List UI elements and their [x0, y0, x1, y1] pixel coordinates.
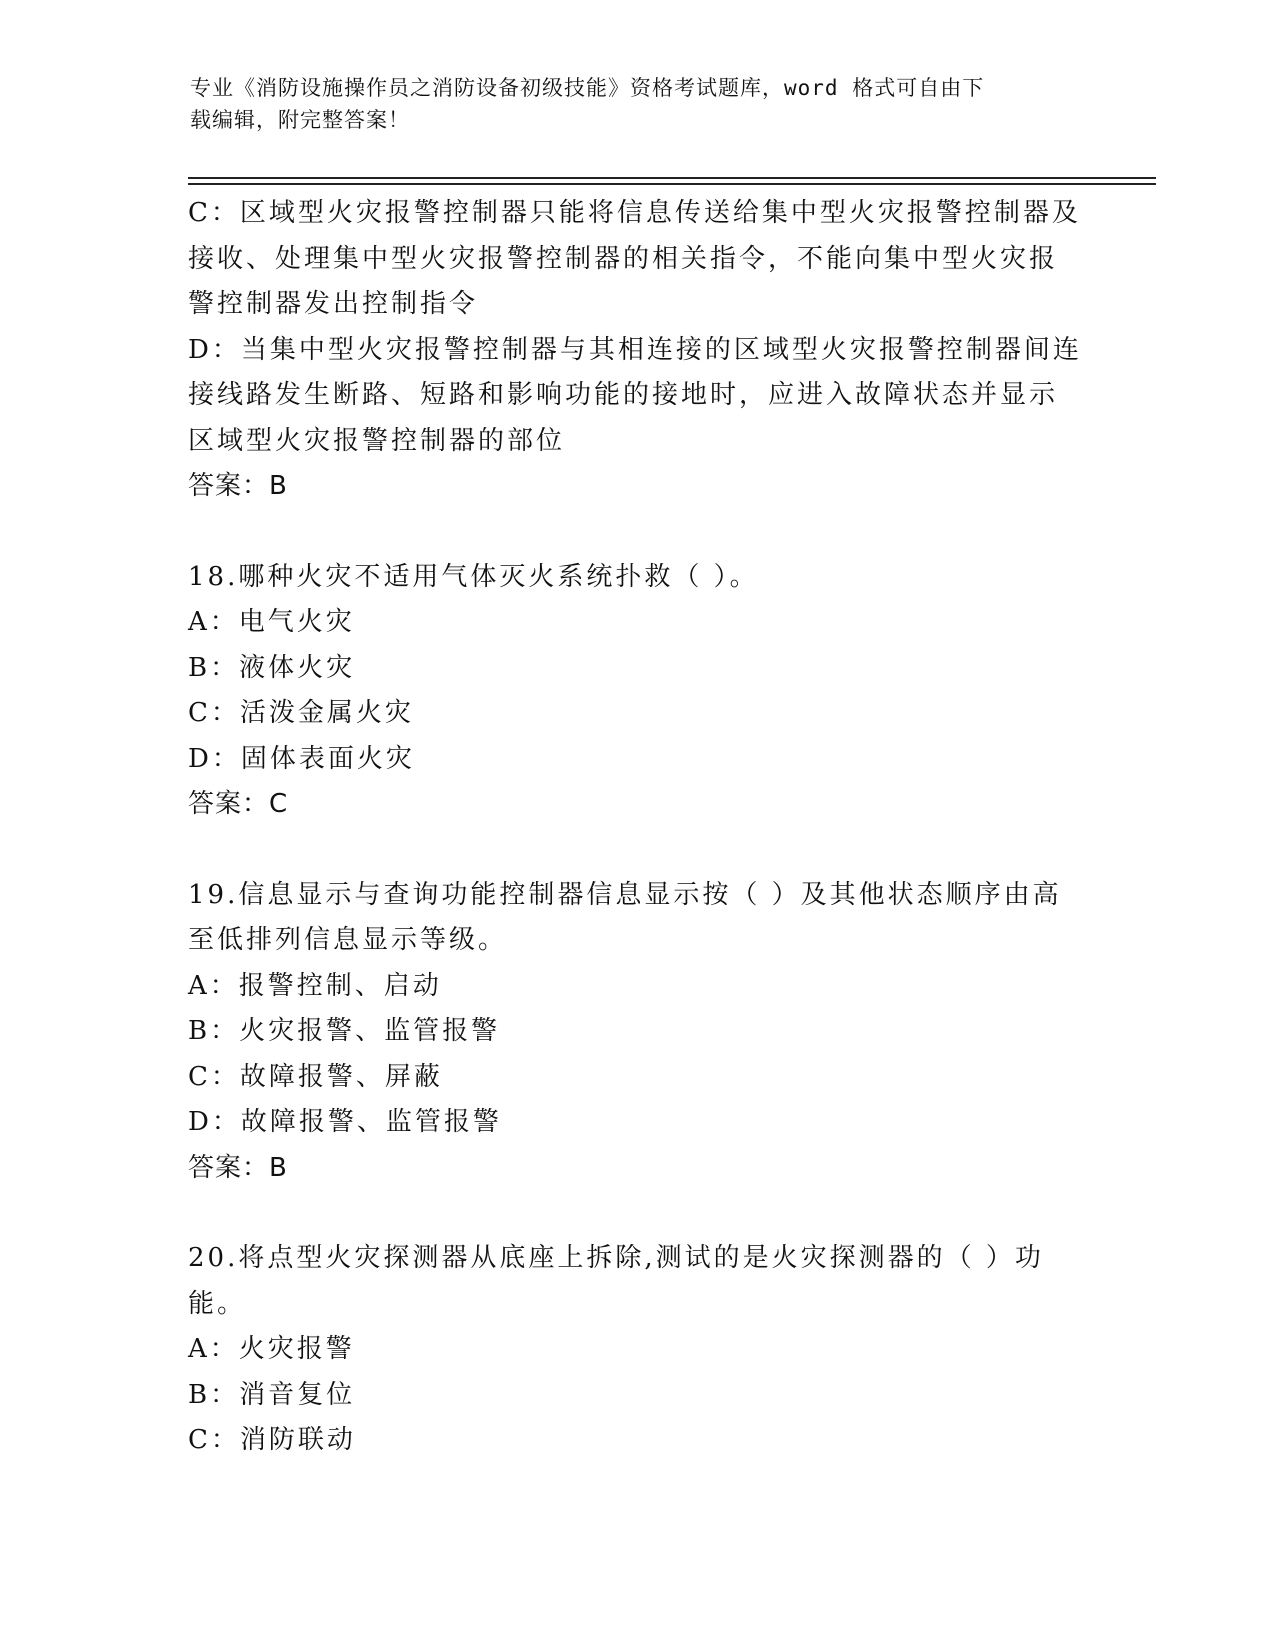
- question-20-option-a: A：火灾报警: [188, 1334, 355, 1364]
- option-d-line-2: 接线路发生断路、短路和影响功能的接地时，应进入故障状态并显示: [188, 380, 1059, 410]
- question-18-option-a: A：电气火灾: [188, 607, 355, 637]
- spacer: [188, 1191, 1088, 1236]
- question-18-option-b: B：液体火灾: [188, 652, 356, 683]
- header-line-1: 专业《消防设施操作员之消防设备初级技能》资格考试题库，word 格式可自由下: [190, 76, 985, 100]
- header-divider-top: [188, 177, 1156, 179]
- question-18-option-d: D：固体表面火灾: [188, 743, 415, 774]
- question-18-option-c: C：活泼金属火灾: [188, 698, 414, 728]
- spacer: [188, 828, 1088, 873]
- question-19-text-line-1: 19.信息显示与查询功能控制器信息显示按（ ）及其他状态顺序由高: [188, 879, 1062, 910]
- question-18-text: 18.哪种火灾不适用气体灭火系统扑救（ ）。: [188, 561, 759, 592]
- option-c-line-2: 接收、处理集中型火灾报警控制器的相关指令，不能向集中型火灾报: [188, 243, 1059, 274]
- question-19-option-d: D：故障报警、监管报警: [188, 1107, 502, 1137]
- question-19-text-line-2: 至低排列信息显示等级。: [188, 925, 508, 955]
- question-20-option-b: B：消音复位: [188, 1379, 356, 1410]
- question-19: [188, 873, 1088, 1192]
- question-20-text-line-1: 20.将点型火灾探测器从底座上拆除,测试的是火灾探测器的（ ）功: [188, 1243, 1044, 1273]
- question-content: [188, 191, 1088, 1464]
- option-c-line-1: C：区域型火灾报警控制器只能将信息传送给集中型火灾报警控制器及: [188, 198, 1081, 228]
- option-d-line-1: D：当集中型火灾报警控制器与其相连接的区域型火灾报警控制器间连: [188, 334, 1082, 365]
- option-c-line-3: 警控制器发出控制指令: [188, 289, 479, 319]
- question-20-text-line-2: 能。: [188, 1288, 247, 1319]
- question-20: [188, 1236, 1088, 1464]
- answer-17: 答案：B: [188, 471, 288, 501]
- answer-19: 答案：B: [188, 1152, 288, 1183]
- question-19-option-a: A：报警控制、启动: [188, 970, 442, 1001]
- question-19-option-b: B：火灾报警、监管报警: [188, 1016, 501, 1046]
- header-divider-bottom: [188, 183, 1156, 185]
- question-19-option-c: C：故障报警、屏蔽: [188, 1061, 443, 1092]
- question-17-tail: [188, 191, 1088, 510]
- question-18: [188, 555, 1088, 828]
- answer-18: 答案：C: [188, 789, 289, 819]
- option-d-line-3: 区域型火灾报警控制器的部位: [188, 425, 566, 456]
- question-20-option-c: C：消防联动: [188, 1425, 356, 1455]
- spacer: [188, 510, 1088, 555]
- document-header: [190, 72, 1070, 136]
- header-line-2: 载编辑，附完整答案！: [190, 108, 410, 132]
